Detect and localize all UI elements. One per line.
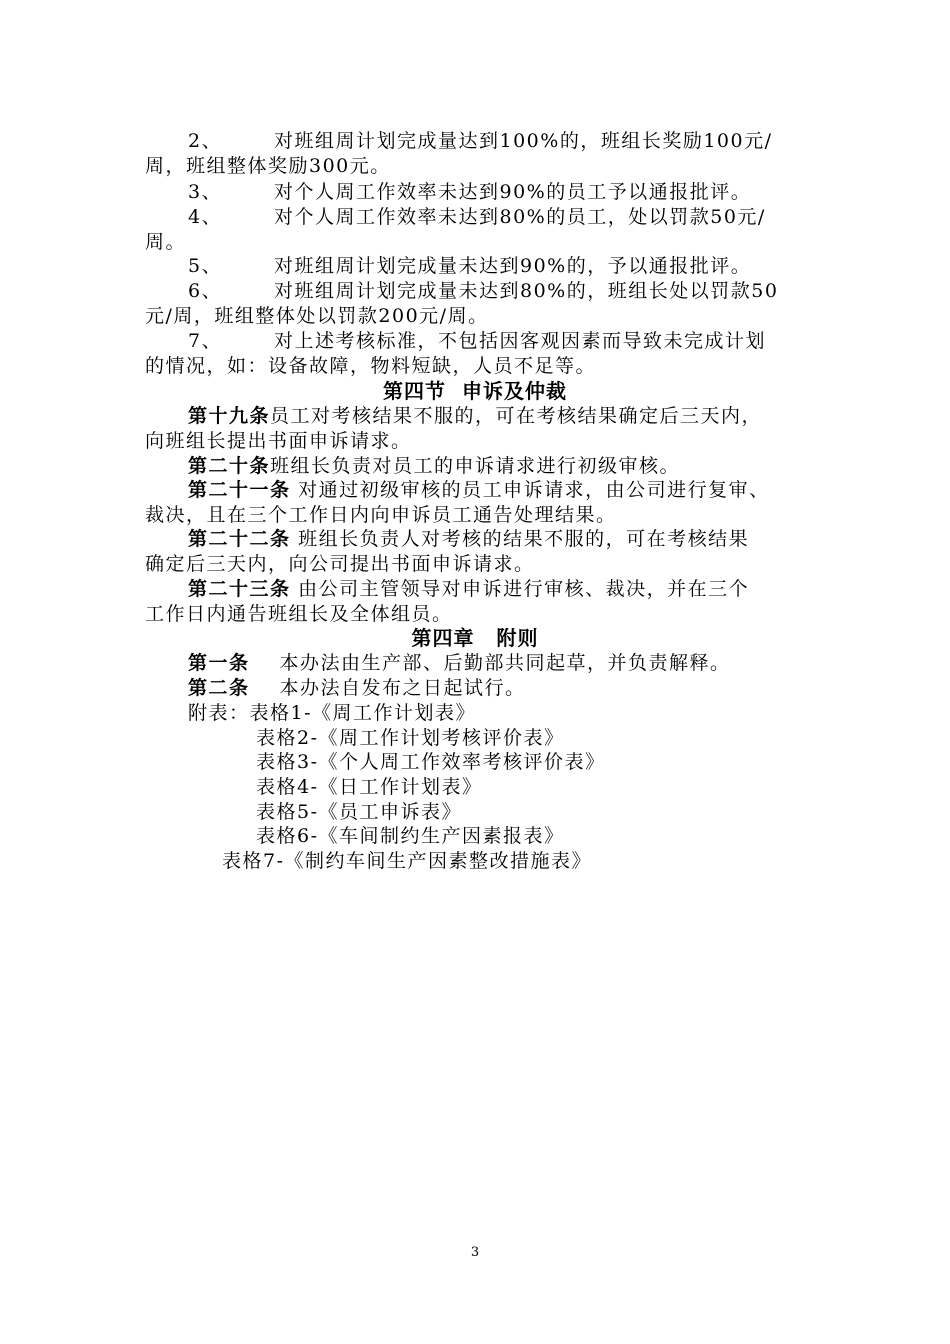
item-2-line-1: 2、 对班组周计划完成量达到100%的，班组长奖励100元/ (188, 130, 773, 152)
section-heading: 第四节 申诉及仲裁 (383, 379, 567, 403)
item-7-line-1: 7、 对上述考核标准，不包括因客观因素而导致未完成计划 (188, 330, 767, 352)
appendix-form-3: 表格3-《个人周工作效率考核评价表》 (256, 751, 606, 773)
item-6-line-1: 6、 对班组周计划完成量未达到80%的，班组长处以罚款50 (188, 280, 779, 302)
appendix-form-2: 表格2-《周工作计划考核评价表》 (256, 727, 565, 749)
appendix-form-6: 表格6-《车间制约生产因素报表》 (256, 825, 565, 847)
appendix-line: 附表：表格1-《周工作计划表》 (188, 702, 477, 724)
article-19-line-2: 向班组长提出书面申诉请求。 (145, 430, 412, 452)
item-6-line-2: 元/周，班组整体处以罚款200元/周。 (145, 305, 489, 327)
article-21-line-1: 第二十一条 对通过初级审核的员工申诉请求，由公司进行复审、 (188, 479, 770, 501)
article-22-line-2: 确定后三天内，向公司提出书面申诉请求。 (145, 553, 535, 575)
article-20-line-1: 第二十条班组长负责对员工的申诉请求进行初级审核。 (188, 455, 681, 477)
article-21-line-2: 裁决，且在三个工作日内向申诉员工通告处理结果。 (145, 504, 617, 526)
article-23-line-1: 第二十三条 由公司主管领导对申诉进行审核、裁决，并在三个 (188, 578, 750, 600)
item-2-line-2: 周，班组整体奖励300元。 (145, 155, 391, 177)
chapter-heading: 第四章 附则 (411, 626, 539, 650)
appendix-form-7: 表格7-《制约车间生产因素整改措施表》 (222, 850, 593, 872)
item-7-line-2: 的情况，如：设备故障，物料短缺，人员不足等。 (145, 355, 597, 377)
item-4-line-2: 周。 (145, 231, 187, 253)
article-19-line-1: 第十九条员工对考核结果不服的，可在考核结果确定后三天内， (188, 405, 763, 427)
article-22-line-1: 第二十二条 班组长负责人对考核的结果不服的，可在考核结果 (188, 528, 750, 550)
item-4-line-1: 4、 对个人周工作效率未达到80%的员工，处以罚款50元/ (188, 206, 766, 228)
chapter-article-1: 第一条 本办法由生产部、后勤部共同起草，并负责解释。 (188, 652, 731, 674)
item-3-line-1: 3、 对个人周工作效率未达到90%的员工予以通报批评。 (188, 181, 752, 203)
chapter-article-2: 第二条 本办法自发布之日起试行。 (188, 677, 526, 699)
article-23-line-2: 工作日内通告班组长及全体组员。 (145, 603, 453, 625)
page-number: 3 (470, 1245, 480, 1260)
appendix-form-4: 表格4-《日工作计划表》 (256, 776, 483, 798)
item-5-line-1: 5、 对班组周计划完成量未达到90%的，予以通报批评。 (188, 255, 752, 277)
appendix-form-5: 表格5-《员工申诉表》 (256, 801, 463, 823)
